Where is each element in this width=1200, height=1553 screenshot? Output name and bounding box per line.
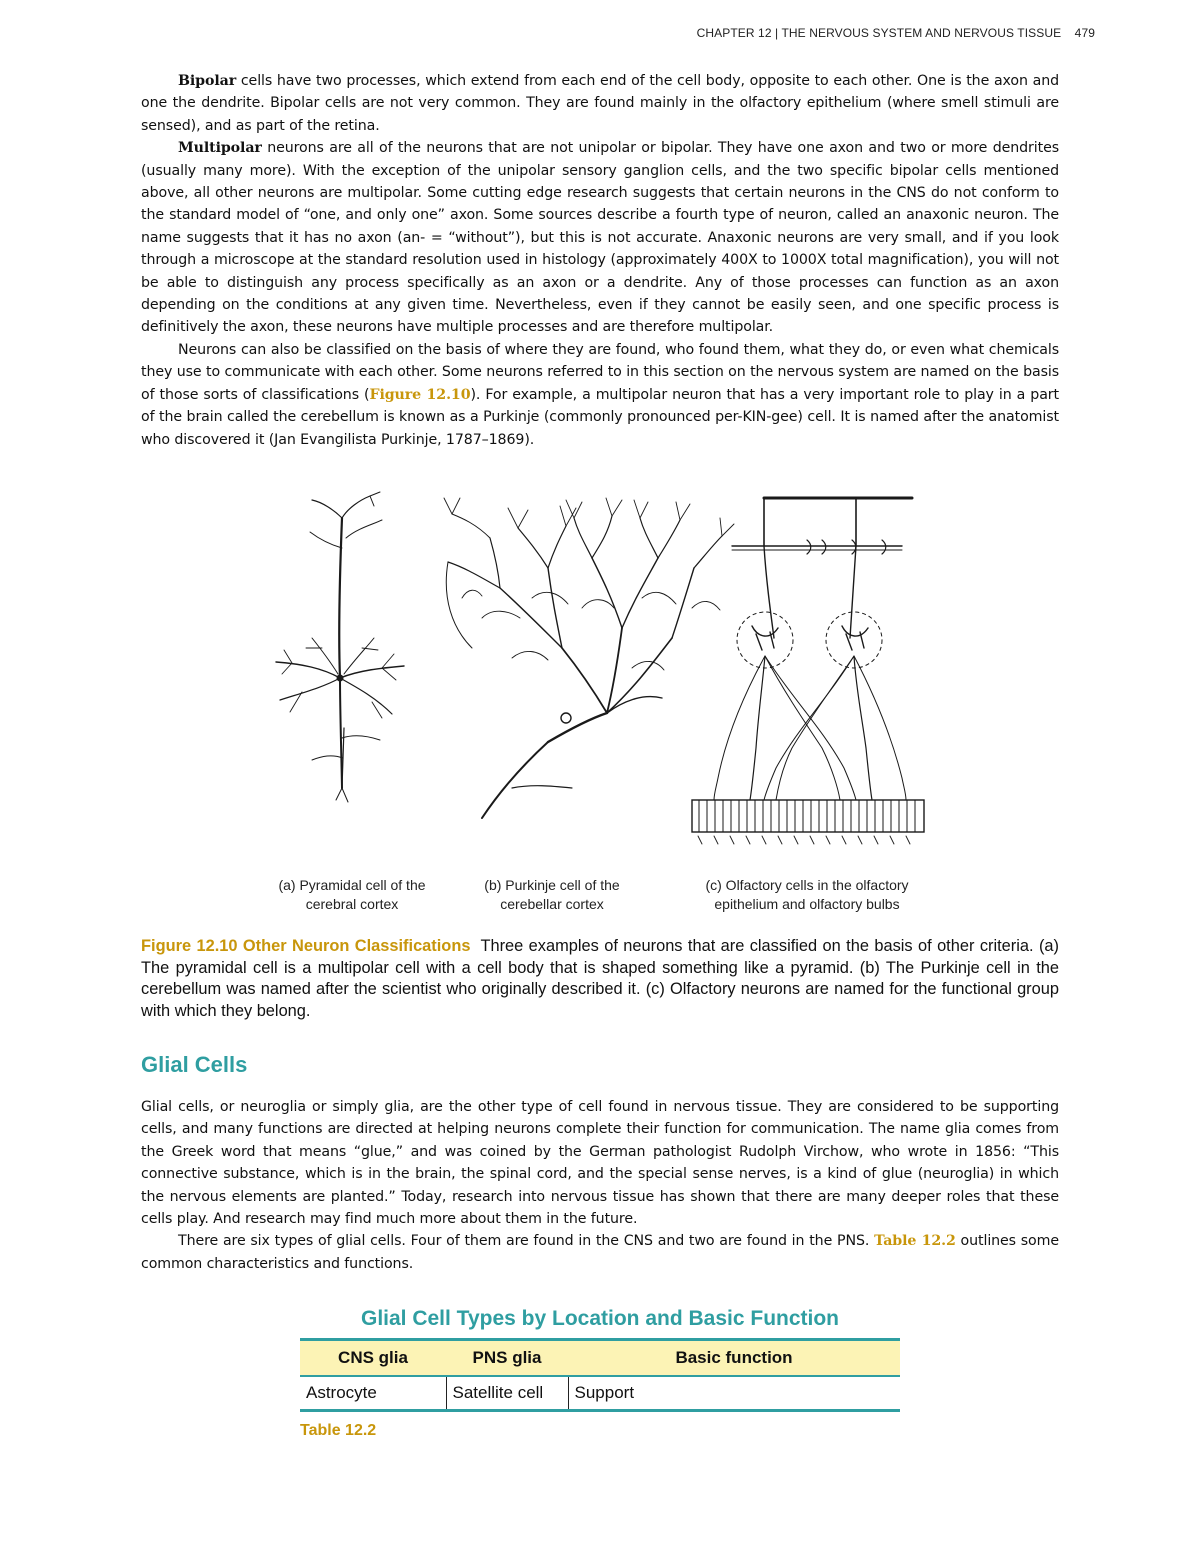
header-cns-glia: CNS glia — [300, 1340, 446, 1377]
subcaption-c — [672, 876, 942, 914]
page-number: 479 — [1074, 26, 1095, 40]
glial-paragraph-1: Glial cells, or neuroglia or simply glia, are the other type of cell found in nervous tissue. They are considered to be supporting cells, and many functions are directed at helping neurons complete their function for communication. The name glia comes from the Greek word that means “glue,” and was coined by the German pathologist Rudolph Virchow, who wrote in 1856: “This connective substance, which is in the brain, the spinal cord, and the special sense nerves, is a kind of glue (neuroglia) in which the nervous elements are planted.” Today, research into nervous tissue has shown that there are many deeper roles that these cells play. And research may find much more about them in the future. — [141, 1099, 1059, 1228]
subcaption-a-line1: (a) Pyramidal cell of the — [278, 877, 426, 893]
neuron-illustrations — [262, 488, 942, 868]
olfactory-cells-drawing — [692, 498, 924, 844]
multipolar-term: Multipolar — [178, 140, 262, 157]
classification-text-end: ). For example, a multipolar neuron that has a very important role to play in a part of the brain called the cerebellum is known as a Purkinje (commonly pronounced per-KIN-gee) cell. It is named after the anatomist who discovered it (Jan Evangilista Purkinje, 1787–1869). — [141, 386, 1059, 448]
intro-text — [141, 70, 1059, 451]
cell-basic-function: Support — [568, 1376, 900, 1411]
table-title: Glial Cell Types by Location and Basic Function — [360, 1307, 840, 1330]
bipolar-text: cells have two processes, which extend from each end of the cell body, opposite to each other. One is the axon and one the dendrite. Bipolar cells are not very common. They are found mainly in the olfactory epithelium (where smell stimuli are sensed), and as part of the retina. — [141, 73, 1059, 134]
subcaption-a-line2: cerebral cortex — [305, 896, 399, 912]
table-row — [300, 1376, 900, 1411]
table-label: Table 12.2 — [300, 1422, 377, 1439]
subcaption-c-line2: epithelium and olfactory bulbs — [714, 896, 900, 912]
subcaption-b-line2: cerebellar cortex — [500, 896, 604, 912]
subcaption-b-line1: (b) Purkinje cell of the — [484, 877, 620, 893]
table-header-row — [300, 1340, 900, 1377]
glial-paragraph-2 — [141, 1230, 1059, 1275]
bipolar-term: Bipolar — [178, 73, 237, 89]
figure-caption-label: Figure 12.10 Other Neuron Classifications — [141, 937, 471, 955]
figure-12-10 — [262, 488, 942, 912]
figure-caption — [141, 936, 1059, 1022]
running-head — [697, 26, 1095, 40]
glial-paragraph-2-start: There are six types of glial cells. Four of them are found in the CNS and two are found in the PNS. — [178, 1233, 875, 1250]
section-heading: Glial Cells — [141, 1052, 248, 1077]
header-pns-glia: PNS glia — [446, 1340, 568, 1377]
subcaption-c-line1: (c) Olfactory cells in the olfactory — [705, 877, 909, 893]
pyramidal-cell-drawing — [276, 492, 404, 802]
multipolar-text: neurons are all of the neurons that are not unipolar or bipolar. They have one axon and two or more dendrites (usually many more). With the exception of the unipolar sensory ganglion cells, and the two specific bipolar cells mentioned above, all other neurons are multipolar. Some cutting edge research suggests that certain neurons in the CNS do not conform to the standard model of “one, and only one” axon. Some sources describe a fourth type of neuron, called an anaxonic neuron. The name suggests that it has no axon (an- = “without”), but this is not accurate. Anaxonic neurons are very small, and if you look through a microscope at the standard resolution used in histology (approximately 400X to 1000X total magnification), you will not be able to distinguish any process specifically as an axon or a dendrite. Any of those processes can function as an axon depending on the conditions at any given time. Nevertheless, even if they cannot be easily seen, and one specific process is definitively the axon, these neurons have multiple processes and are therefore multipolar. — [141, 140, 1059, 336]
bipolar-paragraph — [141, 70, 1059, 137]
figure-caption-text: Three examples of neurons that are classified on the basis of other criteria. (a) The pyramidal cell is a multipolar cell with a cell body that is shaped something like a pyramid. (b) The Purkinje cell in the cerebellum was named after the scientist who originally described it. (c) Olfactory neurons are named for the functional group with which they belong. — [141, 937, 1059, 1020]
glial-cell-table — [300, 1307, 900, 1440]
glial-types-table — [300, 1338, 900, 1412]
running-head-chapter: CHAPTER 12 | THE NERVOUS SYSTEM AND NERVOUS TISSUE — [696, 26, 1062, 40]
classification-paragraph — [141, 339, 1059, 451]
multipolar-paragraph — [141, 137, 1059, 339]
subcaption-b — [462, 876, 642, 914]
glial-cells-text — [141, 1096, 1059, 1275]
subcaption-a — [262, 876, 442, 914]
glial-paragraph-2-end: outlines some common characteristics and functions. — [141, 1233, 1059, 1272]
cell-cns-glia: Astrocyte — [300, 1376, 446, 1411]
table-12-2-link[interactable]: Table 12.2 — [874, 1233, 956, 1250]
header-basic-function: Basic function — [568, 1340, 900, 1377]
classification-text-start: Neurons can also be classified on the basis of where they are found, who found them, what they do, or even what chemicals they use to communicate with each other. Some neurons referred to in this section on the nervous system are named on the basis of those sorts of classifications ( — [141, 341, 1059, 403]
cell-pns-glia: Satellite cell — [446, 1376, 568, 1411]
figure-12-10-link[interactable]: Figure 12.10 — [369, 386, 471, 403]
purkinje-cell-drawing — [444, 498, 734, 818]
